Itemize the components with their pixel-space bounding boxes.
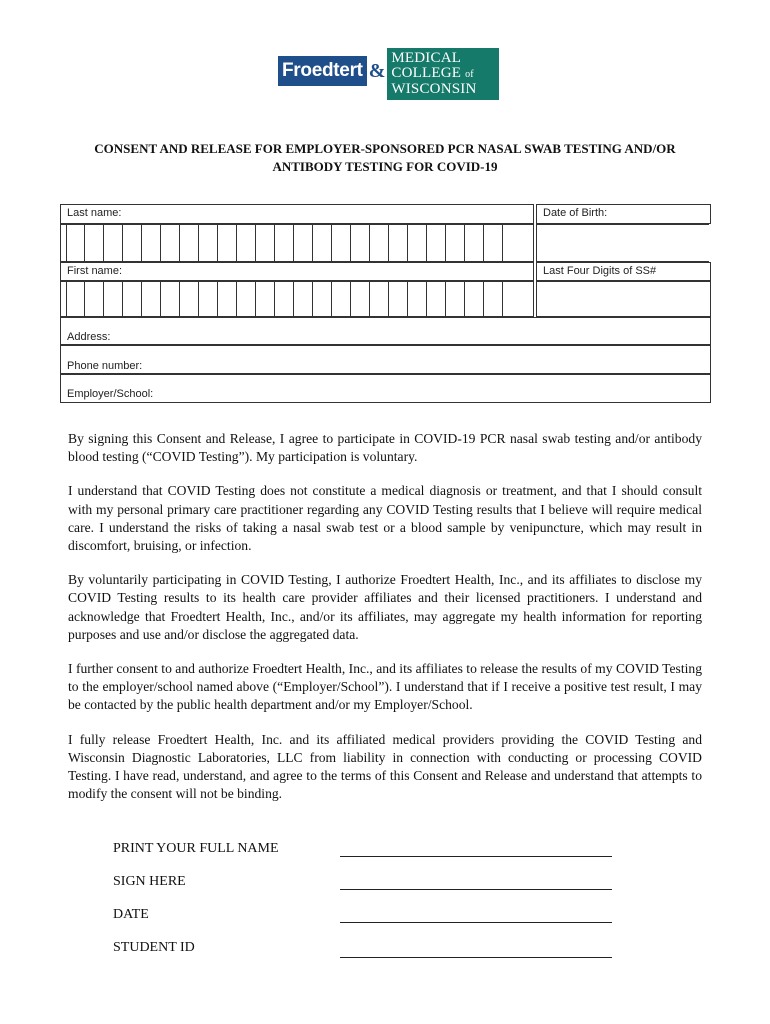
print-name-line[interactable] (340, 841, 612, 857)
char-box[interactable] (484, 282, 503, 316)
ssn-label: Last Four Digits of SS# (543, 265, 657, 277)
char-box[interactable] (370, 225, 389, 261)
first-name-label: First name: (67, 265, 123, 277)
char-box[interactable] (199, 225, 218, 261)
char-box[interactable] (123, 225, 142, 261)
student-id-line[interactable] (340, 940, 612, 958)
char-box[interactable] (218, 282, 237, 316)
char-box[interactable] (484, 225, 503, 261)
paragraph: By signing this Consent and Release, I agree to participate in COVID-19 PCR nasal swab testing and/or antibody blood testing (“COVID Testing”). My participation is voluntary. (68, 431, 702, 465)
char-box[interactable] (67, 225, 85, 261)
char-box[interactable] (142, 282, 161, 316)
dob-label-box (536, 204, 711, 224)
char-box[interactable] (389, 282, 408, 316)
char-box[interactable] (465, 282, 484, 316)
char-box[interactable] (104, 282, 123, 316)
char-box[interactable] (389, 225, 408, 261)
logo-froedtert: Froedtert (278, 56, 367, 86)
logo-line-1: MEDICAL (391, 50, 462, 66)
char-box[interactable] (465, 225, 484, 261)
last-name-char-boxes[interactable] (61, 225, 503, 261)
char-box[interactable] (161, 225, 180, 261)
phone-field[interactable] (60, 345, 711, 374)
char-box[interactable] (218, 225, 237, 261)
ssn-label-box (536, 262, 711, 281)
char-box[interactable] (237, 282, 256, 316)
char-box[interactable] (256, 282, 275, 316)
address-field[interactable] (60, 317, 711, 345)
employer-label: Employer/School: (67, 388, 154, 400)
char-box[interactable] (446, 282, 465, 316)
char-box[interactable] (256, 225, 275, 261)
char-box[interactable] (85, 282, 104, 316)
dob-field[interactable] (536, 224, 709, 262)
logo-medical-college (387, 48, 499, 100)
char-box[interactable] (408, 225, 427, 261)
logo-ampersand: & (368, 60, 386, 82)
print-name-label: PRINT YOUR FULL NAME (113, 841, 279, 856)
sign-here-label: SIGN HERE (113, 874, 186, 889)
char-box[interactable] (332, 225, 351, 261)
char-box[interactable] (275, 282, 294, 316)
paragraph: By voluntarily participating in COVID Testing, I authorize Froedtert Health, Inc., and its affiliates to disclose my COVID Testing results to its health care provider affiliates and their licensed practitioners. I understand and acknowledge that Froedtert Health, Inc., and/or its affiliates, may aggregate my health information for reporting purposes and use and/or disclose the aggregated data. (68, 572, 702, 642)
title-line-2: ANTIBODY TESTING FOR COVID-19 (272, 159, 498, 174)
title-line-1: CONSENT AND RELEASE FOR EMPLOYER-SPONSORED PCR NASAL SWAB TESTING AND/OR (94, 141, 676, 156)
char-box[interactable] (313, 282, 332, 316)
char-box[interactable] (408, 282, 427, 316)
char-box[interactable] (351, 282, 370, 316)
char-box[interactable] (67, 282, 85, 316)
student-id-label: STUDENT ID (113, 940, 195, 955)
char-box[interactable] (180, 225, 199, 261)
paragraph: I further consent to and authorize Froedtert Health, Inc., and its affiliates to release the results of my COVID Testing to the employer/school named above (“Employer/School”). I understand that if I receive a positive test result, I may be contacted by the public health department and/or my Employer/School. (68, 661, 702, 713)
document-title (60, 140, 710, 176)
last-name-label: Last name: (67, 207, 122, 219)
char-box[interactable] (85, 225, 104, 261)
first-name-label-box (60, 262, 534, 281)
char-box[interactable] (142, 225, 161, 261)
logo-line-2: COLLEGE of (391, 65, 474, 81)
char-box[interactable] (275, 225, 294, 261)
char-box[interactable] (104, 225, 123, 261)
char-box[interactable] (427, 282, 446, 316)
dob-label: Date of Birth: (543, 207, 608, 219)
date-label: DATE (113, 907, 149, 922)
char-box[interactable] (123, 282, 142, 316)
ssn-field[interactable] (536, 281, 711, 317)
date-line[interactable] (340, 907, 612, 923)
last-name-label-box (60, 204, 534, 224)
char-box[interactable] (294, 225, 313, 261)
first-name-char-boxes[interactable] (61, 282, 503, 316)
char-box[interactable] (161, 282, 180, 316)
paragraph: I understand that COVID Testing does not constitute a medical diagnosis or treatment, and that I should consult with my personal primary care practitioner regarding any COVID Testing results that I believe will require medical care. I understand the risks of taking a nasal swab test or a blood sample by venipuncture, which may result in discomfort, bruising, or infection. (68, 483, 702, 554)
char-box[interactable] (313, 225, 332, 261)
logo (278, 48, 499, 100)
char-box[interactable] (332, 282, 351, 316)
char-box[interactable] (199, 282, 218, 316)
char-box[interactable] (294, 282, 313, 316)
paragraph: I fully release Froedtert Health, Inc. and its affiliated medical providers providing the COVID Testing and Wisconsin Diagnostic Laboratories, LLC from liability in connection with conducting or processing COVID Testing. I have read, understand, and agree to the terms of this Consent and Release and understand that attempts to modify the consent will not be binding. (68, 731, 702, 802)
char-box[interactable] (351, 225, 370, 261)
char-box[interactable] (370, 282, 389, 316)
last-name-field[interactable] (60, 224, 534, 262)
address-label: Address: (67, 331, 111, 343)
logo-line-3: WISCONSIN (391, 81, 477, 97)
char-box[interactable] (446, 225, 465, 261)
phone-label: Phone number: (67, 360, 143, 372)
char-box[interactable] (237, 225, 256, 261)
first-name-field[interactable] (60, 281, 534, 317)
char-box[interactable] (427, 225, 446, 261)
employer-field[interactable] (60, 374, 711, 403)
signature-line[interactable] (340, 874, 612, 890)
consent-body (68, 430, 702, 819)
char-box[interactable] (180, 282, 199, 316)
